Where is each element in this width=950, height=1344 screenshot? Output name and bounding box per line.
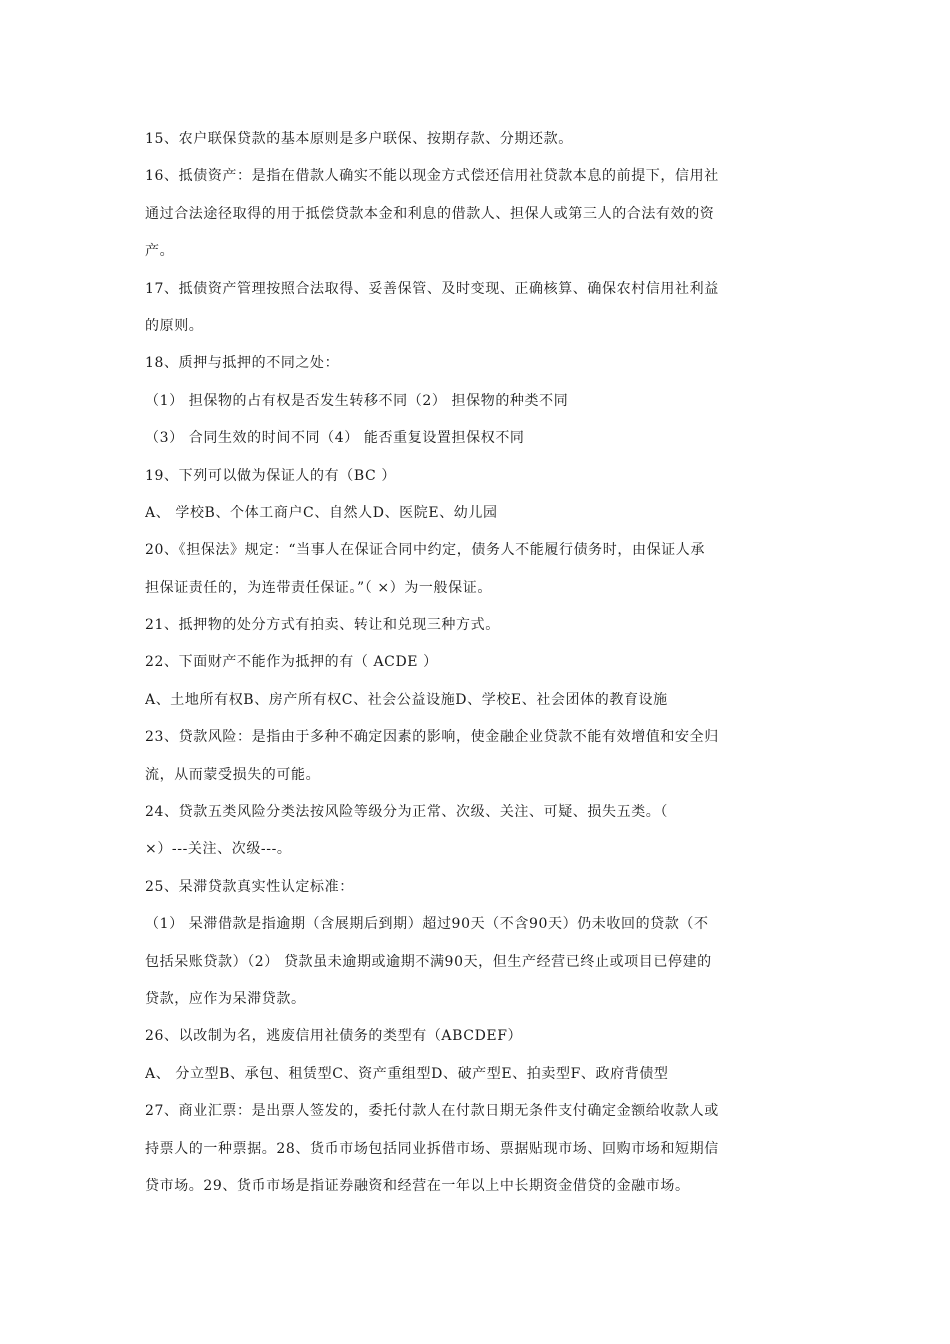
text-line: 流，从而蒙受损失的可能。 (145, 766, 321, 783)
text-line: 27、商业汇票：是出票人签发的，委托付款人在付款日期无条件支付确定金额给收款人或 (145, 1103, 719, 1120)
text-line: 23、贷款风险：是指由于多种不确定因素的影响，使金融企业贷款不能有效增值和安全归 (145, 729, 719, 746)
text-line: （1） 担保物的占有权是否发生转移不同（2） 担保物的种类不同 (145, 392, 569, 409)
text-line: 15、农户联保贷款的基本原则是多户联保、按期存款、分期还款。 (145, 131, 573, 147)
text-line: 持票人的一种票据。28、货币市场包括同业拆借市场、票据贴现市场、回购市场和短期信 (145, 1140, 719, 1157)
text-line: 26、以改制为名，逃废信用社债务的类型有（ABCDEF） (145, 1028, 523, 1045)
text-line: A、 分立型B、承包、租赁型C、资产重组型D、破产型E、拍卖型F、政府背债型 (145, 1065, 669, 1082)
text-line: 25、呆滞贷款真实性认定标准： (145, 878, 354, 895)
text-line: 包括呆账贷款）（2） 贷款虽未逾期或逾期不满90天，但生产经营已终止或项目已停建的 (145, 953, 712, 970)
text-line: 22、下面财产不能作为抵押的有（ ACDE ） (145, 654, 438, 671)
text-line: （3） 合同生效的时间不同（4） 能否重复设置担保权不同 (145, 430, 525, 447)
text-line: 20、《担保法》规定：“当事人在保证合同中约定，债务人不能履行债务时，由保证人承 (145, 542, 705, 559)
text-line: A、 学校B、个体工商户C、自然人D、医院E、幼儿园 (145, 504, 498, 521)
text-line: 担保证责任的，为连带责任保证。”（ ×）为一般保证。 (145, 579, 492, 596)
text-line: 21、抵押物的处分方式有拍卖、转让和兑现三种方式。 (145, 617, 500, 634)
text-line: 贷市场。29、货币市场是指证券融资和经营在一年以上中长期资金借贷的金融市场。 (145, 1177, 690, 1194)
text-line: 产。 (145, 243, 175, 260)
text-line: （1） 呆滞借款是指逾期（含展期后到期）超过90天（不含90天）仍未收回的贷款（不 (145, 916, 709, 933)
text-line: 17、抵债资产管理按照合法取得、妥善保管、及时变现、正确核算、确保农村信用社利益 (145, 280, 719, 297)
text-line: A、土地所有权B、房产所有权C、社会公益设施D、学校E、社会团体的教育设施 (145, 691, 668, 708)
text-line: 通过合法途径取得的用于抵偿贷款本金和利息的借款人、担保人或第三人的合法有效的资 (145, 205, 715, 222)
text-line: 24、贷款五类风险分类法按风险等级分为正常、次级、关注、可疑、损失五类。（ (145, 804, 669, 821)
document-page (145, 121, 810, 1205)
text-line: 19、下列可以做为保证人的有（BC ） (145, 467, 396, 484)
text-line: 18、质押与抵押的不同之处： (145, 355, 340, 372)
text-line: 贷款，应作为呆滞贷款。 (145, 990, 306, 1007)
text-line: 的原则。 (145, 317, 204, 334)
text-line: 16、抵债资产：是指在借款人确实不能以现金方式偿还信用社贷款本息的前提下，信用社 (145, 168, 719, 185)
text-line: ×）---关注、次级---。 (145, 841, 292, 858)
